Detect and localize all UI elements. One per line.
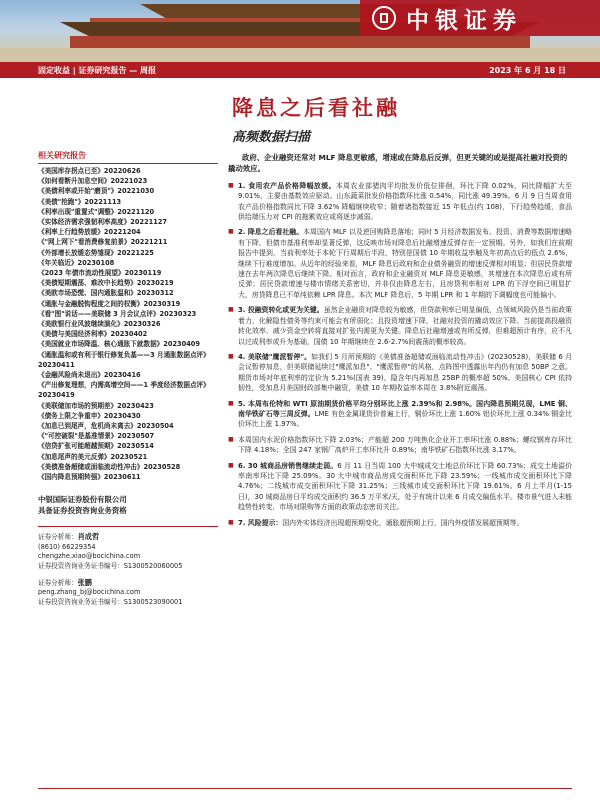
key-point-heading: 6. 30 城商品房销售继续走弱。 bbox=[238, 461, 338, 470]
key-point-text: 国内外实体经济出现超预期变化，通胀超预期上行，国内外疫情发展超预期等。 bbox=[282, 518, 524, 527]
related-report-item[interactable]: 《美联储加市场的预期差》20230423 bbox=[38, 401, 154, 410]
related-report-item[interactable]: 《如何看断升加息空间》20221023 bbox=[38, 177, 148, 186]
related-research-list bbox=[38, 166, 218, 482]
related-report-item[interactable]: 《产出修复理想，内需高增空间——1 季度经济数据点评》20230419 bbox=[38, 381, 210, 400]
key-point-text: 本周国内 MLF 以及逆回购降息落地；同时 5 月经济数据发布。投资、消费等数据增速略有下降，但债市基准利率却显著反弹，这反映市场对降息后社融增速反弹存在一定预期。另外，如我们在前期报告中提到，当前利率处于本轮下行周期后半段，特别是国债 10 年期收益率触及年初高点后的低点 2.6%，继续下行难度增加。从近年的经验来看，MLF 降息后政府和企业债务融资的增速反弹相对明显；但居民贷款增速在去年两次降息后继续下降。相对而言，政府和企业融资对 MLF 降息更敏感，其增速在本次降息后或有所反弹；居民贷款增速与楼市情绪关系密切，并非仅由降息左右，且房贷利率相对 LPR 的下浮空间已明显扩大，房贷降息已不单纯依赖 LPR 降息。本次 MLF 降息后，5 年期 LPR 和 1 年期的下调幅度也可能偏小。 bbox=[238, 228, 573, 299]
related-report-item[interactable]: 《利率上行趋势放缓》20221204 bbox=[38, 228, 141, 237]
key-point-heading: 2. 降息之后看社融。 bbox=[238, 228, 304, 237]
analyst-card-1 bbox=[38, 526, 218, 571]
related-report-item[interactable]: 《加息尾声的美元反弹》20230521 bbox=[38, 452, 148, 461]
analyst-cert: 证券投资咨询业务证书编号：S1300520060005 bbox=[38, 562, 183, 571]
related-report-item[interactable]: 《年关临近》20230108 bbox=[38, 258, 115, 267]
key-point-text: 6 月 11 日当周 100 大中城成交土地总价环比下降 60.73%；成交土地溢价率南率环比下降 25.09%。30 大中城市商品房成交面积环比下降 23.59%；一线城市成交面积环比下降 4.76%；二线城市成交面积环比下降 31.25%；三线城市成交面积环比下降 19.61%。6 月上半月(1-15 日)，30 城商品房日平均成交面积约 36.5 万平米/天，处于有统计以来 6 月成交偏低水平。楼市景气进入未能趋势性转变，市场对限购等方面的政策动态密切关注。 bbox=[238, 461, 573, 512]
related-report-item[interactable]: 《美欧市场恐慌、国内通胀温和》20230312 bbox=[38, 289, 174, 298]
related-report-item[interactable]: 《实体经济需求强韧利率高度》20221127 bbox=[38, 218, 168, 227]
key-point-item bbox=[228, 305, 572, 347]
related-report-item[interactable]: 《外部增长放缓态势雏现》20221225 bbox=[38, 248, 154, 257]
analyst-title: 证券分析师： bbox=[38, 533, 78, 542]
analyst-title: 证券分析师： bbox=[38, 578, 78, 587]
related-report-item[interactable]: 《利率出现"重置式"调整》20221120 bbox=[38, 207, 155, 216]
related-report-item[interactable]: 《国内降息预期转强》20230611 bbox=[38, 473, 141, 482]
key-point-heading: 1. 食用农产品价格降幅放缓。 bbox=[238, 181, 336, 190]
key-point-text: 如我们 5 月所预期的《美债准备超储或面临流动性冲击》(20230528)，美联储 6 月会议暂停加息，但美联储延续过"鹰派加息"、"鹰派暂停"的风格，点阵图中透露出年内仍有加息 50BP 之意。期货市场对年底利率的定价为 5.21%(国表 39)，隐含年内再加息 25BP 的概率超 50%。美国核心 CPI 依持韧性，受加息月美国财政部集中融资，美债 10 年期收益率本周在 3.8%附近震荡。 bbox=[238, 352, 572, 393]
analyst-cert: 证券投资咨询业务证书编号：S1300523090001 bbox=[38, 597, 183, 606]
analyst-card-2 bbox=[38, 578, 218, 608]
key-point-item bbox=[228, 181, 572, 223]
key-point-item bbox=[228, 518, 572, 528]
related-report-item[interactable]: 《"网上网下"看消费修复前景》20221211 bbox=[38, 238, 168, 247]
related-report-item[interactable]: 《金融风险尚未退出》20230416 bbox=[38, 371, 141, 380]
sidebar bbox=[38, 150, 218, 607]
key-point-item bbox=[228, 399, 572, 430]
related-report-item[interactable]: 《看"图"说话——美联储 3 月会议点评》20230323 bbox=[38, 309, 197, 318]
report-category: 固定收益 | 证券研究报告 — 周报 bbox=[38, 66, 157, 75]
key-point-item bbox=[228, 352, 572, 394]
key-point-text: LME 有色金属现货价普遍上行，铜价环比上涨 1.60% 铝价环比上涨 0.34% 铜金比价环比上涨 1.97%。 bbox=[238, 409, 572, 429]
key-point-item bbox=[228, 227, 572, 300]
analyst-name: 张鹏 bbox=[77, 577, 92, 587]
analyst-email[interactable]: chengzhe.xiao@bocichina.com bbox=[38, 552, 141, 561]
related-report-item[interactable]: 《美债短期震荡、难改中长趋势》20230219 bbox=[38, 279, 174, 288]
key-point-heading: 5. 本周布伦特和 WTI 原油期货价格平均分别环比上涨 2.39%和 2.98%。国内降息预期兑现，LME 铜、南华铁矿石等三周反弹。 bbox=[238, 399, 572, 418]
key-point-item bbox=[228, 461, 572, 513]
brand-name: 中银证券 bbox=[406, 7, 522, 34]
related-report-item[interactable]: 《美债与美国经济利率》20230402 bbox=[38, 330, 148, 339]
key-point-text: 本周国内水泥价格指数环比下降 2.03%；产能超 200 万吨焦化企业开工率环比涨 0.88%；螺纹钢库存环比下降 4.18%；全国 247 家钢厂高炉开工率环比升 0.89%；南华铁矿石指数环比涨 3.17%。 bbox=[238, 435, 572, 455]
key-point-text: 本周农业部猪肉平均批发价低位徘徊，环比下降 0.02%，同比降幅扩大至 9.01%，主要由基数效应驱动。山东蔬菜批发价格指数环比涨 0.54%，同比涨 49.39%。6 月 9 日当周食用农产品价格指数同比下降 3.62% 降幅继续收窄；随着诸指数接近 15 年低点(约 108)，下行趋势趋缓，食品供给端压力对 CPI 的拖累效应或将逐步减弱。 bbox=[238, 181, 573, 222]
related-report-item[interactable]: 《信贷扩张可能超越预期》20230514 bbox=[38, 442, 154, 451]
key-points-list bbox=[228, 181, 572, 528]
related-report-item[interactable]: 《美债利率或开始"磨顶"》20221030 bbox=[38, 187, 155, 196]
related-report-item[interactable]: 《2023 年债市流动性展望》20230119 bbox=[38, 269, 162, 278]
report-subtitle: 高频数据扫描 bbox=[232, 130, 311, 145]
firm-qualification: 具备证券投资咨询业务资格 bbox=[38, 506, 127, 516]
related-report-item[interactable]: 《美国库存拐点已至》20220626 bbox=[38, 167, 141, 175]
related-report-item[interactable]: 《债务上限之争重申》20230430 bbox=[38, 411, 141, 420]
key-point-text: 虽然企业融资对降息较为敏感，但贷款利率已明显偏低，点领域风险仍是当前政策着力，化解隐性债务等约束可能会有所弱化；且投资增速下降，社融对投资的撬动效应下降。当前提高投融资转化效率、减少资金空转将直接对扩张内需更为关键。降息后社融增速或有所反弹，但难超预计有序，应不凡以过成利率或升为基础，国债 10 年期继续在 2.6-2.7%间震荡的概率较高。 bbox=[238, 306, 573, 346]
firm-info bbox=[38, 494, 218, 516]
main-content bbox=[228, 152, 572, 533]
key-point-heading: 4. 美联储"鹰派暂停"。 bbox=[238, 352, 312, 361]
header-banner-image bbox=[0, 0, 600, 62]
related-report-item[interactable]: 《通胀与金融脱钩程度之间的权衡》20230319 bbox=[38, 299, 181, 308]
related-report-item[interactable]: 《美国就业市场降温、核心通胀下就数据》20230409 bbox=[38, 340, 200, 349]
related-report-item[interactable]: 《美债"抢跑"》20221113 bbox=[38, 197, 122, 206]
brand-logo bbox=[360, 0, 600, 36]
report-info-band bbox=[0, 62, 600, 78]
analyst-email[interactable]: peng.zhang_bj@bocichina.com bbox=[38, 588, 141, 597]
related-report-item[interactable]: 《加息已到尾声，危机尚未离去》20230504 bbox=[38, 422, 174, 431]
palace-courtyard bbox=[0, 48, 600, 62]
analyst-phone: (8610) 66229354 bbox=[38, 542, 96, 551]
report-title: 降息之后看社融 bbox=[232, 96, 400, 120]
summary-intro: 政府、企业融资还常对 MLF 降息更敏感，增速或在降息后反弹，但更关键的或是提高社融对投资的撬动效应。 bbox=[228, 153, 568, 174]
key-point-heading: 7. 风险提示： bbox=[238, 518, 283, 527]
boc-logo-icon bbox=[372, 6, 396, 30]
firm-name: 中银国际证券股份有限公司 bbox=[38, 495, 127, 505]
related-report-item[interactable]: 《"可控破裂"是基准情景》20230507 bbox=[38, 432, 155, 441]
palace-wall-lower bbox=[70, 36, 530, 48]
footer-divider bbox=[38, 788, 572, 789]
analyst-name: 肖成哲 bbox=[77, 532, 100, 542]
related-report-item[interactable]: 《美欧银行业风波继续演化》20230326 bbox=[38, 320, 161, 329]
report-date: 2023 年 6 月 18 日 bbox=[489, 66, 566, 75]
related-report-item[interactable]: 《通胀温和或有利于银行修复负基——3 月通胀数据点评》20230411 bbox=[38, 350, 210, 369]
related-report-item[interactable]: 《美债准备超储或面临流动性冲击》20230528 bbox=[38, 462, 181, 471]
related-research-heading: 相关研究报告 bbox=[38, 150, 218, 164]
key-point-heading: 3. 投融资转化或更为关键。 bbox=[238, 306, 324, 315]
key-point-item bbox=[228, 435, 572, 456]
